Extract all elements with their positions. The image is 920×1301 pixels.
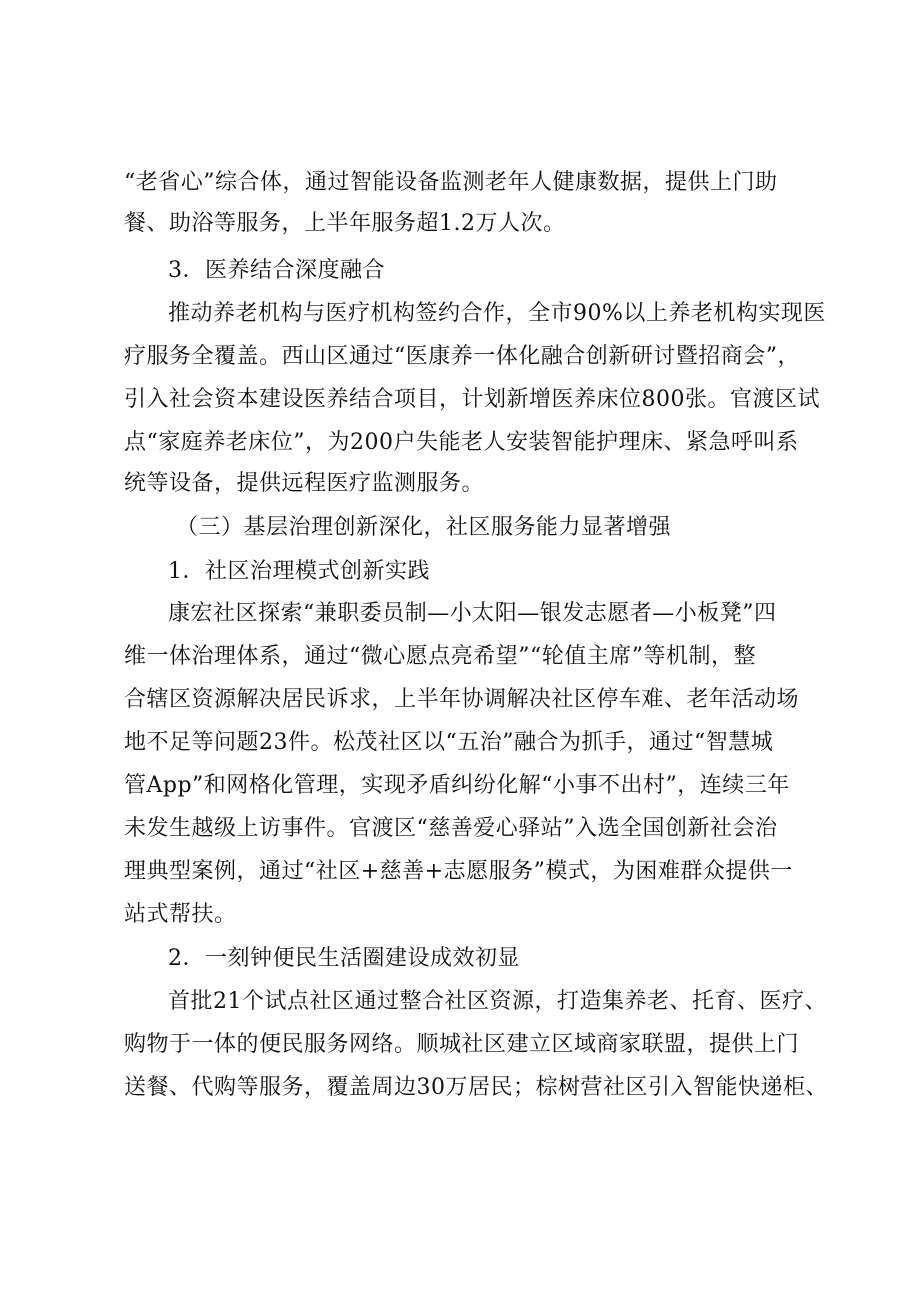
section-heading: （三）基层治理创新深化，社区服务能力显著增强 [176,515,672,540]
paragraph-line: 推动养老机构与医疗机构签约合作，全市90%以上养老机构实现医 [168,301,826,326]
section-heading: 1．社区治理模式创新实践 [168,559,430,584]
paragraph-line: 统等设备，提供远程医疗监测服务。 [124,471,485,496]
paragraph-line: 康宏社区探索“兼职委员制—小太阳—银发志愿者—小板凳”四 [168,601,777,626]
paragraph-line: 未发生越级上访事件。官渡区“慈善爱心驿站”入选全国创新社会治 [124,816,778,841]
paragraph-line: 理典型案例，通过“社区+慈善+志愿服务”模式，为困难群众提供一 [124,859,793,884]
paragraph-line: 地不足等问题23件。松茂社区以“五治”融合为抓手，通过“智慧城 [124,730,774,755]
paragraph-line: 餐、助浴等服务，上半年服务超1.2万人次。 [124,211,566,236]
paragraph-line: 站式帮扶。 [124,902,237,927]
paragraph-line: 购物于一体的便民服务网络。顺城社区建立区域商家联盟，提供上门 [124,1032,800,1057]
paragraph-line: 首批21个试点社区通过整合社区资源，打造集养老、托育、医疗、 [168,989,827,1014]
paragraph-line: 合辖区资源解决居民诉求，上半年协调解决社区停车难、老年活动场 [124,687,800,712]
paragraph-line: 点“家庭养老床位”，为200户失能老人安装智能护理床、紧急呼叫系 [124,430,799,455]
paragraph-line: 疗服务全覆盖。西山区通过“医康养一体化融合创新研讨暨招商会”， [124,344,800,369]
section-heading: 2．一刻钟便民生活圈建设成效初显 [168,946,520,971]
section-heading: 3．医养结合深度融合 [168,258,385,283]
paragraph-line: “老省心”综合体，通过智能设备监测老年人健康数据，提供上门助 [124,170,778,195]
paragraph-line: 维一体治理体系，通过“微心愿点亮希望”“轮值主席”等机制，整 [124,644,756,669]
paragraph-line: 引入社会资本建设医养结合项目，计划新增医养床位800张。官渡区试 [124,387,820,412]
paragraph-line: 送餐、代购等服务，覆盖周边30万居民；棕树营社区引入智能快递柜、 [124,1075,828,1100]
paragraph-line: 管App”和网格化管理，实现矛盾纠纷化解“小事不出村”，连续三年 [124,773,790,798]
